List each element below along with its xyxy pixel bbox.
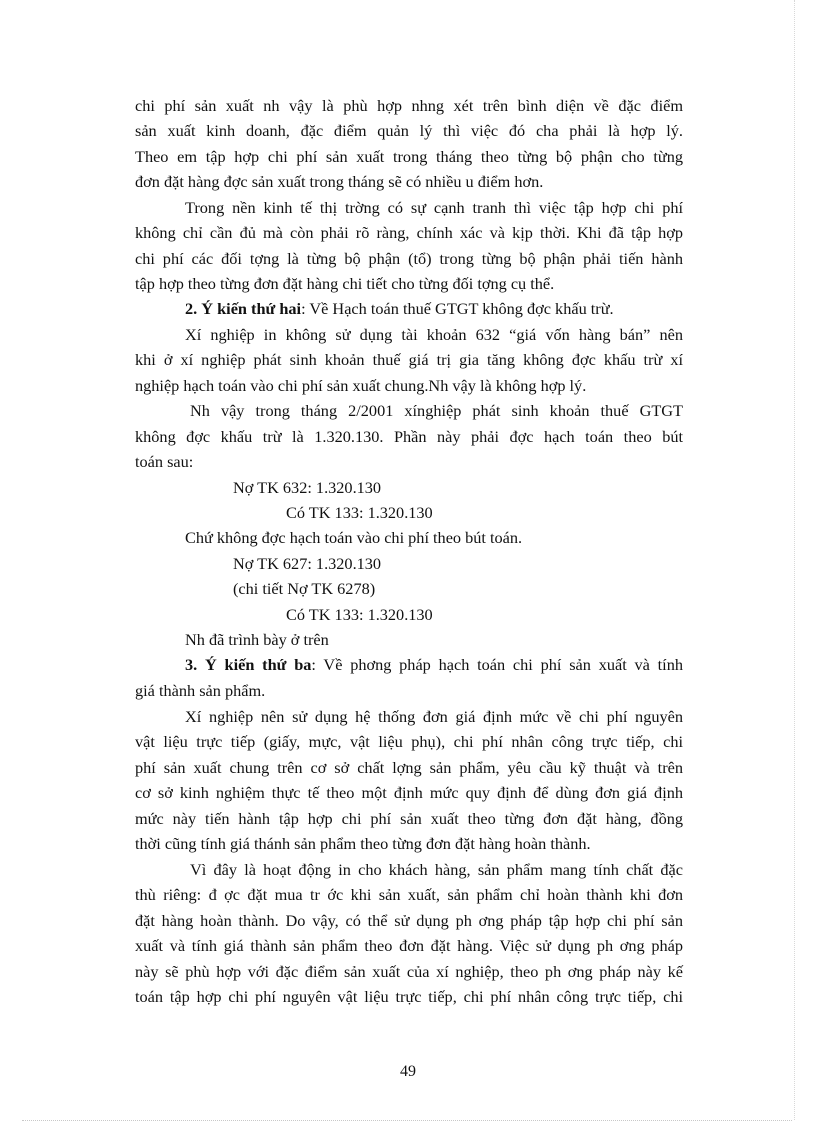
paragraph-line: Theo em tập hợp chi phí sản xuất trong tháng theo từng bộ phận cho từng — [135, 147, 683, 166]
paragraph-line: toán tập hợp chi phí nguyên vật liệu trực tiếp, chi phí nhân công trực tiếp, chi — [135, 987, 683, 1006]
paragraph-line: chi phí các đối tợng là từng bộ phận (tổ) trong từng bộ phận phải tiến hành — [135, 249, 683, 268]
paragraph-line: Trong nền kinh tế thị trờng có sự cạnh tranh thì việc tập hợp chi phí — [185, 198, 683, 217]
paragraph-line: Nh vậy trong tháng 2/2001 xínghiệp phát sinh khoản thuế GTGT — [190, 401, 683, 420]
paragraph-line: sản xuất kinh doanh, đặc điểm quản lý thì việc đó cha phải là hợp lý. — [135, 121, 683, 140]
paragraph-line: Vì đây là hoạt động in cho khách hàng, sản phẩm mang tính chất đặc — [190, 860, 683, 879]
paragraph-line: chi phí sản xuất nh vậy là phù hợp nhng xét trên bình diện về đặc điểm — [135, 96, 683, 115]
paragraph-line: thù riêng: đ ợc đặt mua tr ớc khi sản xuất, sản phẩm chỉ hoàn thành khi đơn — [135, 885, 683, 904]
paragraph-line: thời cũng tính giá thánh sản phẩm theo từng đơn đặt hàng hoàn thành. — [135, 834, 591, 853]
paragraph-line: Xí nghiệp nên sử dụng hệ thống đơn giá định mức về chi phí nguyên — [185, 707, 683, 726]
journal-entry-line: Có TK 133: 1.320.130 — [286, 605, 433, 624]
page-border-bottom — [22, 1120, 792, 1121]
page-number: 49 — [400, 1063, 416, 1080]
heading-text: : Về phơng pháp hạch toán chi phí sản xuất và tính — [311, 655, 683, 674]
page-border-right — [794, 0, 795, 1120]
paragraph-line: tập hợp theo từng đơn đặt hàng chi tiết cho từng đối tợng cụ thể. — [135, 274, 555, 293]
heading-label: 2. Ý kiến thứ hai — [185, 299, 302, 318]
paragraph-line: đơn đặt hàng đợc sản xuất trong tháng sẽ có nhiều u điểm hơn. — [135, 172, 544, 191]
paragraph-line: toán sau: — [135, 452, 194, 471]
journal-entry-line: (chi tiết Nợ TK 6278) — [233, 579, 376, 598]
paragraph-line: cơ sở kinh nghiệm thực tế theo một định mức quy định để dùng đơn giá định — [135, 783, 683, 802]
journal-entry-line: Nợ TK 627: 1.320.130 — [233, 554, 382, 573]
journal-entry-line: Nợ TK 632: 1.320.130 — [233, 478, 382, 497]
paragraph-line: này sẽ phù hợp với đặc điểm sản xuất của xí nghiệp, theo ph ơng pháp này kế — [135, 962, 683, 981]
paragraph-line: xuất và tính giá thành sản phẩm theo đơn đặt hàng. Việc sử dụng ph ơng pháp — [135, 936, 683, 955]
section-heading — [185, 299, 614, 319]
heading-label: 3. Ý kiến thứ ba — [185, 655, 312, 674]
paragraph-line: Nh đã trình bày ở trên — [185, 630, 329, 649]
paragraph-line: giá thành sản phẩm. — [135, 681, 266, 700]
paragraph-line: nghiệp hạch toán vào chi phí sản xuất chung.Nh vậy là không hợp lý. — [135, 376, 587, 395]
paragraph-line: khi ở xí nghiệp phát sinh khoản thuế giá trị gia tăng không đợc khấu trừ xí — [135, 350, 683, 369]
heading-text: : Về Hạch toán thuế GTGT không đợc khấu trừ. — [301, 299, 614, 318]
paragraph-line: đặt hàng hoàn thành. Do vậy, có thể sử dụng ph ơng pháp tập hợp chi phí sản — [135, 911, 683, 930]
paragraph-line: phí sản xuất chung trên cơ sở chất lợng sản phẩm, yêu cầu kỹ thuật và trên — [135, 758, 683, 777]
section-heading — [185, 655, 683, 675]
paragraph-line: mức này tiến hành tập hợp chi phí sản xuất theo từng đơn đặt hàng, đồng — [135, 809, 683, 828]
paragraph-line: vật liệu trực tiếp (giấy, mực, vật liệu phụ), chi phí nhân công trực tiếp, chi — [135, 732, 683, 751]
paragraph-line: không đợc khấu trừ là 1.320.130. Phần này phải đợc hạch toán theo bút — [135, 427, 683, 446]
paragraph-line: Xí nghiệp in không sử dụng tài khoản 632 “giá vốn hàng bán” nên — [185, 325, 683, 344]
paragraph-line: không chỉ cần đủ mà còn phải rõ ràng, chính xác và kịp thời. Khi đã tập hợp — [135, 223, 683, 242]
journal-entry-line: Có TK 133: 1.320.130 — [286, 503, 433, 522]
paragraph-line: Chứ không đợc hạch toán vào chi phí theo bút toán. — [185, 528, 523, 547]
